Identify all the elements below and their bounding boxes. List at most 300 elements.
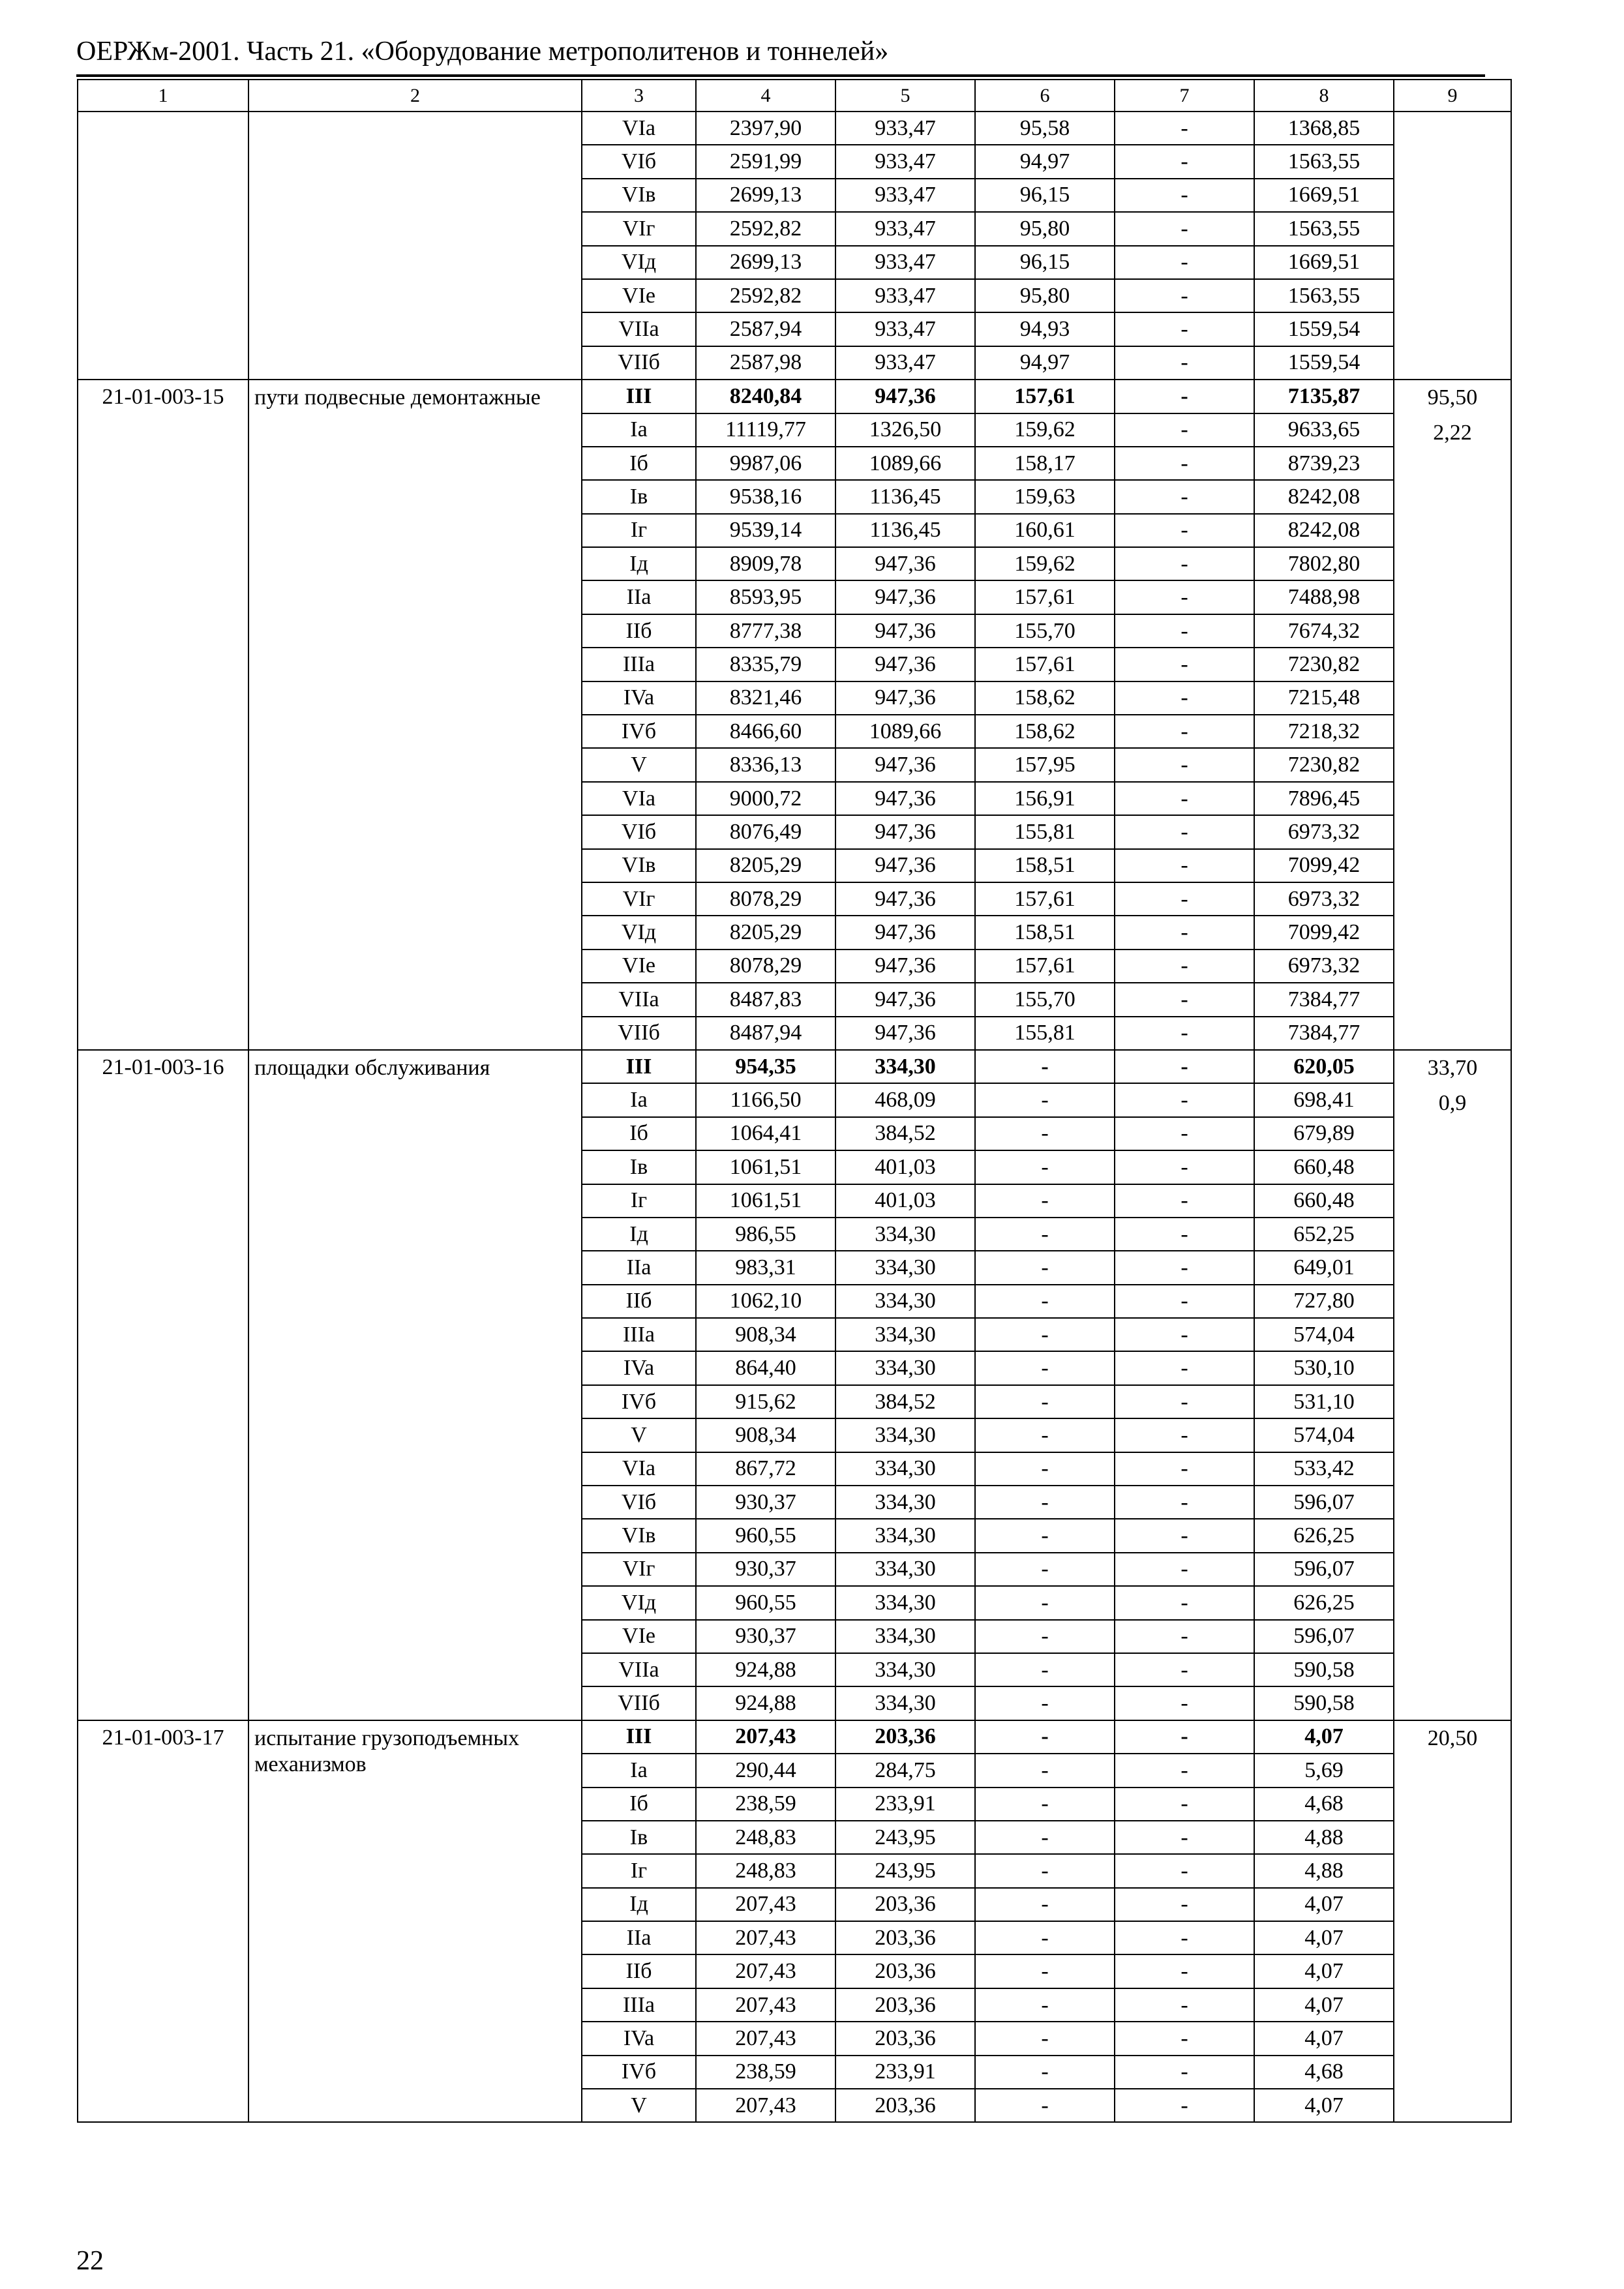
cell-c3: IIIa — [582, 648, 696, 681]
cell-c8: 727,80 — [1254, 1285, 1394, 1318]
cell-c4: 8205,29 — [696, 916, 835, 949]
cell-c6: - — [975, 1720, 1115, 1754]
cell-c4: 2591,99 — [696, 145, 835, 178]
cell-c5: 933,47 — [835, 346, 975, 380]
cell-c5: 334,30 — [835, 1218, 975, 1251]
column-number: 9 — [1394, 80, 1511, 112]
cell-c7: - — [1115, 1150, 1254, 1184]
cell-c4: 924,88 — [696, 1653, 835, 1686]
cell-c5: 401,03 — [835, 1184, 975, 1218]
column-number: 4 — [696, 80, 835, 112]
cell-c5: 243,95 — [835, 1821, 975, 1854]
cell-c5: 933,47 — [835, 279, 975, 312]
cell-c3: IIa — [582, 1921, 696, 1954]
cell-c7: - — [1115, 1988, 1254, 2022]
cell-c8: 652,25 — [1254, 1218, 1394, 1251]
column-number: 1 — [78, 80, 248, 112]
cell-c8: 4,68 — [1254, 1788, 1394, 1821]
cell-c4: 207,43 — [696, 1888, 835, 1921]
table-row — [78, 1050, 1511, 1083]
cell-c3: VIд — [582, 246, 696, 279]
cell-c5: 334,30 — [835, 1519, 975, 1552]
cell-c5: 334,30 — [835, 1318, 975, 1351]
cell-c8: 4,07 — [1254, 1988, 1394, 2022]
cell-c3: VIe — [582, 279, 696, 312]
rates-table — [77, 79, 1512, 2123]
cell-c8: 4,07 — [1254, 2022, 1394, 2055]
cell-c6: 160,61 — [975, 514, 1115, 547]
cell-c8: 1563,55 — [1254, 212, 1394, 245]
cell-c4: 960,55 — [696, 1586, 835, 1619]
cell-c3: Iб — [582, 1117, 696, 1150]
cell-c6: 159,62 — [975, 413, 1115, 447]
cell-c8: 660,48 — [1254, 1184, 1394, 1218]
cell-c8: 1559,54 — [1254, 312, 1394, 346]
cell-c3: III — [582, 380, 696, 413]
rate-code: 21-01-003-17 — [78, 1720, 248, 2123]
cell-c5: 1089,66 — [835, 447, 975, 480]
cell-c6: 155,70 — [975, 983, 1115, 1016]
cell-c3: VIв — [582, 1519, 696, 1552]
cell-c8: 9633,65 — [1254, 413, 1394, 447]
cell-c6: 158,62 — [975, 715, 1115, 748]
cell-c8: 531,10 — [1254, 1385, 1394, 1418]
cell-c7: - — [1115, 1050, 1254, 1083]
cell-c4: 930,37 — [696, 1620, 835, 1653]
cell-c3: Iг — [582, 514, 696, 547]
column-number: 7 — [1115, 80, 1254, 112]
cell-c6: 158,17 — [975, 447, 1115, 480]
table-row — [78, 1720, 1511, 1754]
cell-c3: Iв — [582, 1150, 696, 1184]
cell-c3: Iд — [582, 1218, 696, 1251]
cell-c4: 8909,78 — [696, 547, 835, 580]
cell-c6: - — [975, 1285, 1115, 1318]
col9-values — [1394, 112, 1511, 380]
cell-c6: 157,61 — [975, 648, 1115, 681]
cell-c5: 203,36 — [835, 2022, 975, 2055]
cell-c3: IVб — [582, 1385, 696, 1418]
cell-c4: 290,44 — [696, 1754, 835, 1787]
cell-c3: IVa — [582, 2022, 696, 2055]
rate-code: 21-01-003-16 — [78, 1050, 248, 1720]
cell-c4: 930,37 — [696, 1553, 835, 1586]
cell-c7: - — [1115, 815, 1254, 848]
cell-c7: - — [1115, 1519, 1254, 1552]
cell-c7: - — [1115, 112, 1254, 145]
cell-c3: VIб — [582, 145, 696, 178]
cell-c7: - — [1115, 1385, 1254, 1418]
col9-value: 33,70 — [1427, 1055, 1478, 1080]
cell-c7: - — [1115, 1954, 1254, 1988]
cell-c7: - — [1115, 950, 1254, 983]
cell-c8: 590,58 — [1254, 1653, 1394, 1686]
cell-c5: 243,95 — [835, 1854, 975, 1887]
cell-c8: 1669,51 — [1254, 179, 1394, 212]
cell-c4: 867,72 — [696, 1452, 835, 1486]
work-name: площадки обслуживания — [248, 1050, 582, 1720]
cell-c7: - — [1115, 279, 1254, 312]
cell-c3: IIa — [582, 1251, 696, 1284]
cell-c7: - — [1115, 849, 1254, 882]
column-number: 2 — [248, 80, 582, 112]
cell-c6: - — [975, 1318, 1115, 1351]
cell-c7: - — [1115, 447, 1254, 480]
cell-c3: VIIa — [582, 983, 696, 1016]
cell-c7: - — [1115, 1921, 1254, 1954]
cell-c5: 334,30 — [835, 1351, 975, 1384]
cell-c8: 649,01 — [1254, 1251, 1394, 1284]
cell-c7: - — [1115, 1553, 1254, 1586]
cell-c8: 596,07 — [1254, 1620, 1394, 1653]
cell-c7: - — [1115, 1586, 1254, 1619]
cell-c3: VIв — [582, 179, 696, 212]
cell-c8: 8739,23 — [1254, 447, 1394, 480]
cell-c5: 947,36 — [835, 849, 975, 882]
cell-c5: 334,30 — [835, 1452, 975, 1486]
cell-c5: 947,36 — [835, 916, 975, 949]
cell-c4: 8321,46 — [696, 681, 835, 715]
cell-c7: - — [1115, 1821, 1254, 1854]
cell-c4: 2592,82 — [696, 279, 835, 312]
cell-c6: - — [975, 1218, 1115, 1251]
cell-c7: - — [1115, 614, 1254, 648]
cell-c8: 7488,98 — [1254, 580, 1394, 614]
cell-c3: Iд — [582, 547, 696, 580]
cell-c5: 334,30 — [835, 1553, 975, 1586]
cell-c8: 7099,42 — [1254, 849, 1394, 882]
cell-c6: - — [975, 1519, 1115, 1552]
cell-c8: 7384,77 — [1254, 1017, 1394, 1050]
cell-c4: 8466,60 — [696, 715, 835, 748]
cell-c3: VIб — [582, 815, 696, 848]
cell-c3: VIe — [582, 1620, 696, 1653]
cell-c6: 155,70 — [975, 614, 1115, 648]
cell-c8: 4,07 — [1254, 2089, 1394, 2122]
cell-c5: 284,75 — [835, 1754, 975, 1787]
cell-c3: VIIб — [582, 1686, 696, 1720]
cell-c6: - — [975, 1150, 1115, 1184]
cell-c5: 947,36 — [835, 1017, 975, 1050]
cell-c6: - — [975, 1251, 1115, 1284]
cell-c6: 156,91 — [975, 782, 1115, 815]
cell-c4: 986,55 — [696, 1218, 835, 1251]
cell-c6: - — [975, 1418, 1115, 1452]
cell-c5: 947,36 — [835, 547, 975, 580]
cell-c7: - — [1115, 1452, 1254, 1486]
cell-c8: 574,04 — [1254, 1418, 1394, 1452]
cell-c5: 233,91 — [835, 1788, 975, 1821]
rate-code — [78, 112, 248, 380]
cell-c7: - — [1115, 1418, 1254, 1452]
cell-c4: 908,34 — [696, 1418, 835, 1452]
cell-c6: 158,51 — [975, 849, 1115, 882]
cell-c6: - — [975, 1653, 1115, 1686]
column-number: 6 — [975, 80, 1115, 112]
cell-c4: 960,55 — [696, 1519, 835, 1552]
cell-c8: 1669,51 — [1254, 246, 1394, 279]
cell-c5: 1136,45 — [835, 514, 975, 547]
cell-c8: 4,07 — [1254, 1921, 1394, 1954]
cell-c3: VIIa — [582, 312, 696, 346]
cell-c5: 933,47 — [835, 312, 975, 346]
cell-c8: 6973,32 — [1254, 815, 1394, 848]
cell-c4: 1061,51 — [696, 1184, 835, 1218]
cell-c6: - — [975, 2056, 1115, 2089]
table-row — [78, 112, 1511, 145]
cell-c4: 1062,10 — [696, 1285, 835, 1318]
cell-c5: 334,30 — [835, 1653, 975, 1686]
cell-c7: - — [1115, 715, 1254, 748]
cell-c8: 4,88 — [1254, 1854, 1394, 1887]
cell-c6: - — [975, 1586, 1115, 1619]
cell-c4: 8078,29 — [696, 882, 835, 916]
cell-c7: - — [1115, 514, 1254, 547]
cell-c8: 4,07 — [1254, 1954, 1394, 1988]
cell-c8: 8242,08 — [1254, 480, 1394, 513]
cell-c4: 207,43 — [696, 1720, 835, 1754]
cell-c5: 203,36 — [835, 1921, 975, 1954]
cell-c5: 947,36 — [835, 614, 975, 648]
cell-c6: - — [975, 1988, 1115, 2022]
cell-c8: 4,68 — [1254, 2056, 1394, 2089]
cell-c6: 157,61 — [975, 380, 1115, 413]
cell-c4: 238,59 — [696, 2056, 835, 2089]
cell-c7: - — [1115, 1788, 1254, 1821]
cell-c3: Ia — [582, 1083, 696, 1116]
cell-c3: VIa — [582, 782, 696, 815]
cell-c7: - — [1115, 882, 1254, 916]
cell-c6: 96,15 — [975, 179, 1115, 212]
cell-c7: - — [1115, 1720, 1254, 1754]
cell-c4: 1064,41 — [696, 1117, 835, 1150]
cell-c4: 2397,90 — [696, 112, 835, 145]
cell-c8: 1563,55 — [1254, 145, 1394, 178]
cell-c6: - — [975, 1620, 1115, 1653]
cell-c6: 155,81 — [975, 1017, 1115, 1050]
cell-c4: 207,43 — [696, 2022, 835, 2055]
cell-c6: 159,62 — [975, 547, 1115, 580]
cell-c7: - — [1115, 1620, 1254, 1653]
work-name: испытание грузоподъемных механизмов — [248, 1720, 582, 2123]
cell-c6: - — [975, 1486, 1115, 1519]
work-name: пути подвесные демонтажные — [248, 380, 582, 1050]
page-header: ОЕРЖм-2001. Часть 21. «Оборудование метрополитенов и тоннелей» — [76, 37, 889, 67]
col9-values — [1394, 380, 1511, 1050]
cell-c3: Ia — [582, 1754, 696, 1787]
cell-c6: 94,97 — [975, 346, 1115, 380]
cell-c4: 8593,95 — [696, 580, 835, 614]
cell-c8: 626,25 — [1254, 1586, 1394, 1619]
cell-c8: 7384,77 — [1254, 983, 1394, 1016]
cell-c4: 8076,49 — [696, 815, 835, 848]
cell-c3: VIe — [582, 950, 696, 983]
cell-c4: 2699,13 — [696, 179, 835, 212]
cell-c8: 533,42 — [1254, 1452, 1394, 1486]
cell-c8: 6973,32 — [1254, 950, 1394, 983]
cell-c7: - — [1115, 1017, 1254, 1050]
cell-c5: 933,47 — [835, 246, 975, 279]
cell-c7: - — [1115, 580, 1254, 614]
cell-c6: - — [975, 1050, 1115, 1083]
cell-c7: - — [1115, 1653, 1254, 1686]
cell-c4: 8336,13 — [696, 748, 835, 781]
cell-c4: 8777,38 — [696, 614, 835, 648]
cell-c7: - — [1115, 1083, 1254, 1116]
cell-c6: 158,62 — [975, 681, 1115, 715]
cell-c6: - — [975, 1452, 1115, 1486]
cell-c6: - — [975, 1954, 1115, 1988]
rate-code: 21-01-003-15 — [78, 380, 248, 1050]
cell-c6: 155,81 — [975, 815, 1115, 848]
cell-c7: - — [1115, 1486, 1254, 1519]
col9-values — [1394, 1050, 1511, 1720]
cell-c4: 8078,29 — [696, 950, 835, 983]
cell-c5: 947,36 — [835, 681, 975, 715]
cell-c3: IVб — [582, 715, 696, 748]
cell-c7: - — [1115, 1251, 1254, 1284]
cell-c5: 401,03 — [835, 1150, 975, 1184]
cell-c5: 933,47 — [835, 179, 975, 212]
cell-c5: 1326,50 — [835, 413, 975, 447]
cell-c8: 626,25 — [1254, 1519, 1394, 1552]
cell-c5: 334,30 — [835, 1285, 975, 1318]
cell-c4: 864,40 — [696, 1351, 835, 1384]
cell-c6: 159,63 — [975, 480, 1115, 513]
cell-c3: VIa — [582, 112, 696, 145]
cell-c8: 7230,82 — [1254, 648, 1394, 681]
cell-c8: 596,07 — [1254, 1553, 1394, 1586]
cell-c4: 954,35 — [696, 1050, 835, 1083]
cell-c5: 947,36 — [835, 983, 975, 1016]
cell-c6: - — [975, 1385, 1115, 1418]
cell-c4: 248,83 — [696, 1821, 835, 1854]
cell-c8: 660,48 — [1254, 1150, 1394, 1184]
cell-c6: - — [975, 1184, 1115, 1218]
cell-c8: 8242,08 — [1254, 514, 1394, 547]
cell-c7: - — [1115, 1686, 1254, 1720]
cell-c3: IVб — [582, 2056, 696, 2089]
cell-c7: - — [1115, 1351, 1254, 1384]
cell-c3: III — [582, 1050, 696, 1083]
cell-c4: 207,43 — [696, 1921, 835, 1954]
cell-c3: VIв — [582, 849, 696, 882]
cell-c7: - — [1115, 212, 1254, 245]
cell-c3: VIIб — [582, 346, 696, 380]
cell-c4: 238,59 — [696, 1788, 835, 1821]
cell-c5: 947,36 — [835, 380, 975, 413]
header-rule — [76, 74, 1485, 77]
cell-c3: VIд — [582, 1586, 696, 1619]
cell-c3: VIIб — [582, 1017, 696, 1050]
cell-c5: 334,30 — [835, 1620, 975, 1653]
cell-c8: 7674,32 — [1254, 614, 1394, 648]
cell-c5: 947,36 — [835, 782, 975, 815]
cell-c8: 679,89 — [1254, 1117, 1394, 1150]
cell-c4: 908,34 — [696, 1318, 835, 1351]
cell-c6: - — [975, 1821, 1115, 1854]
cell-c8: 596,07 — [1254, 1486, 1394, 1519]
cell-c4: 207,43 — [696, 2089, 835, 2122]
cell-c3: Iв — [582, 480, 696, 513]
cell-c5: 947,36 — [835, 815, 975, 848]
cell-c4: 248,83 — [696, 1854, 835, 1887]
cell-c5: 334,30 — [835, 1251, 975, 1284]
cell-c6: - — [975, 1553, 1115, 1586]
cell-c6: 158,51 — [975, 916, 1115, 949]
cell-c5: 933,47 — [835, 145, 975, 178]
cell-c7: - — [1115, 1117, 1254, 1150]
cell-c7: - — [1115, 2089, 1254, 2122]
cell-c4: 8487,94 — [696, 1017, 835, 1050]
cell-c8: 7218,32 — [1254, 715, 1394, 748]
cell-c8: 1563,55 — [1254, 279, 1394, 312]
col9-values — [1394, 1720, 1511, 2123]
cell-c5: 933,47 — [835, 112, 975, 145]
cell-c4: 2699,13 — [696, 246, 835, 279]
cell-c4: 9538,16 — [696, 480, 835, 513]
cell-c3: V — [582, 2089, 696, 2122]
cell-c4: 9539,14 — [696, 514, 835, 547]
cell-c6: - — [975, 2022, 1115, 2055]
cell-c6: - — [975, 1888, 1115, 1921]
cell-c6: - — [975, 1788, 1115, 1821]
cell-c8: 590,58 — [1254, 1686, 1394, 1720]
work-name — [248, 112, 582, 380]
cell-c4: 924,88 — [696, 1686, 835, 1720]
cell-c5: 947,36 — [835, 882, 975, 916]
cell-c3: Iв — [582, 1821, 696, 1854]
cell-c5: 203,36 — [835, 1954, 975, 1988]
cell-c8: 5,69 — [1254, 1754, 1394, 1787]
cell-c5: 1089,66 — [835, 715, 975, 748]
cell-c8: 530,10 — [1254, 1351, 1394, 1384]
cell-c7: - — [1115, 1318, 1254, 1351]
cell-c3: III — [582, 1720, 696, 1754]
cell-c7: - — [1115, 1218, 1254, 1251]
cell-c5: 933,47 — [835, 212, 975, 245]
cell-c3: VIг — [582, 212, 696, 245]
cell-c7: - — [1115, 1888, 1254, 1921]
cell-c4: 2592,82 — [696, 212, 835, 245]
rates-table-body — [78, 80, 1511, 2122]
cell-c7: - — [1115, 346, 1254, 380]
cell-c8: 4,07 — [1254, 1720, 1394, 1754]
cell-c7: - — [1115, 681, 1254, 715]
cell-c5: 334,30 — [835, 1686, 975, 1720]
cell-c4: 8335,79 — [696, 648, 835, 681]
cell-c5: 233,91 — [835, 2056, 975, 2089]
cell-c4: 1166,50 — [696, 1083, 835, 1116]
cell-c6: - — [975, 1686, 1115, 1720]
cell-c6: - — [975, 1921, 1115, 1954]
cell-c7: - — [1115, 413, 1254, 447]
cell-c4: 930,37 — [696, 1486, 835, 1519]
cell-c3: VIг — [582, 882, 696, 916]
cell-c4: 8205,29 — [696, 849, 835, 882]
cell-c6: 94,93 — [975, 312, 1115, 346]
cell-c8: 7135,87 — [1254, 380, 1394, 413]
cell-c8: 7230,82 — [1254, 748, 1394, 781]
cell-c7: - — [1115, 2022, 1254, 2055]
cell-c8: 7215,48 — [1254, 681, 1394, 715]
cell-c6: 157,95 — [975, 748, 1115, 781]
cell-c6: - — [975, 1117, 1115, 1150]
cell-c3: VIa — [582, 1452, 696, 1486]
cell-c5: 947,36 — [835, 748, 975, 781]
cell-c7: - — [1115, 1854, 1254, 1887]
cell-c6: 95,80 — [975, 212, 1115, 245]
